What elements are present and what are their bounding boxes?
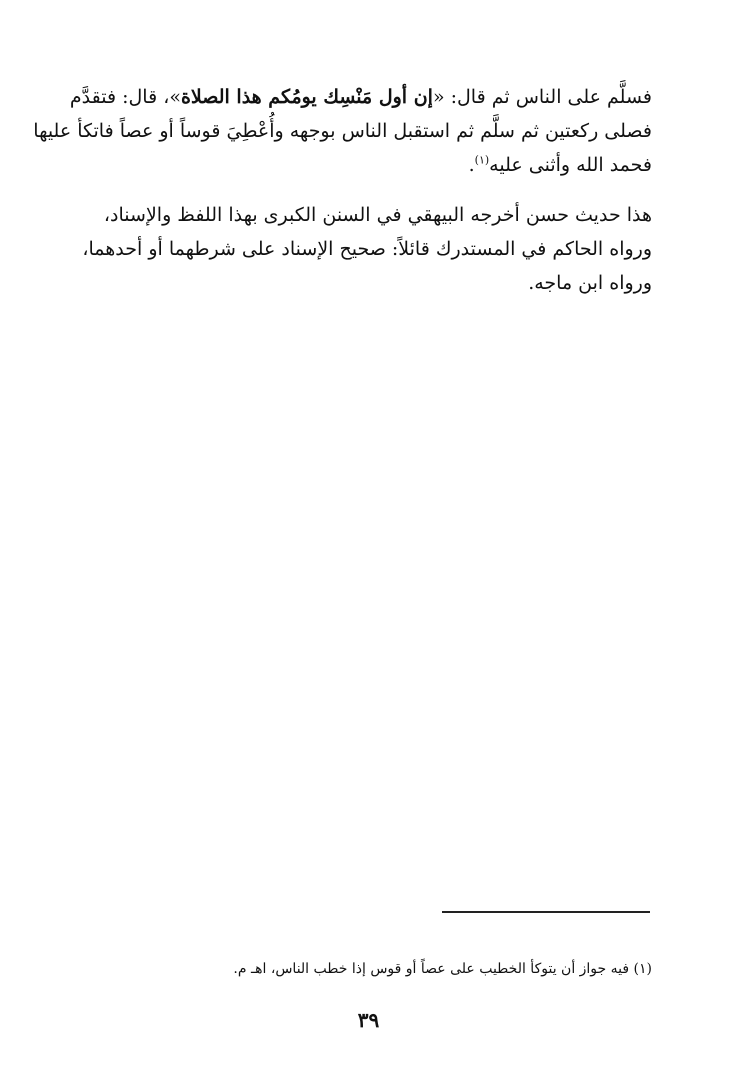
text-line (82, 148, 652, 182)
text-segment: فحمد الله وأثنى عليه (489, 154, 652, 176)
footnote-reference[interactable]: (١) (474, 153, 490, 167)
paragraph-takhrij (82, 198, 652, 300)
text-segment: فسلَّم على الناس ثم قال: « (432, 86, 652, 108)
paragraph-hadith (33, 80, 652, 182)
text-line: هذا حديث حسن أخرجه البيهقي في السنن الكبرى بهذا اللفظ والإسناد، (103, 204, 652, 226)
text-segment: »، قال: فتقدَّم (69, 86, 181, 108)
footnote-text: فيه جواز أن يتوكأ الخطيب على عصاً أو قوس إذا خطب الناس، اهـ م. (233, 961, 630, 977)
footnote (92, 956, 652, 982)
hadith-quote: إن أول مَنْسِك يومُكم هذا الصلاة (180, 86, 433, 108)
footnote-separator (442, 911, 650, 913)
text-segment: . (468, 154, 475, 176)
text-line: ورواه الحاكم في المستدرك قائلاً: صحيح الإسناد على شرطهما أو أحدهما، (82, 238, 652, 260)
footnote-marker: (١) (633, 961, 652, 977)
page-number: ٣٩ (357, 1008, 380, 1032)
text-line: ورواه ابن ماجه. (528, 272, 652, 294)
text-line: فصلى ركعتين ثم سلَّم ثم استقبل الناس بوجهه وأُعْطِيَ قوساً أو عصاً فاتكأ عليها (33, 120, 652, 142)
text-line (69, 80, 652, 114)
